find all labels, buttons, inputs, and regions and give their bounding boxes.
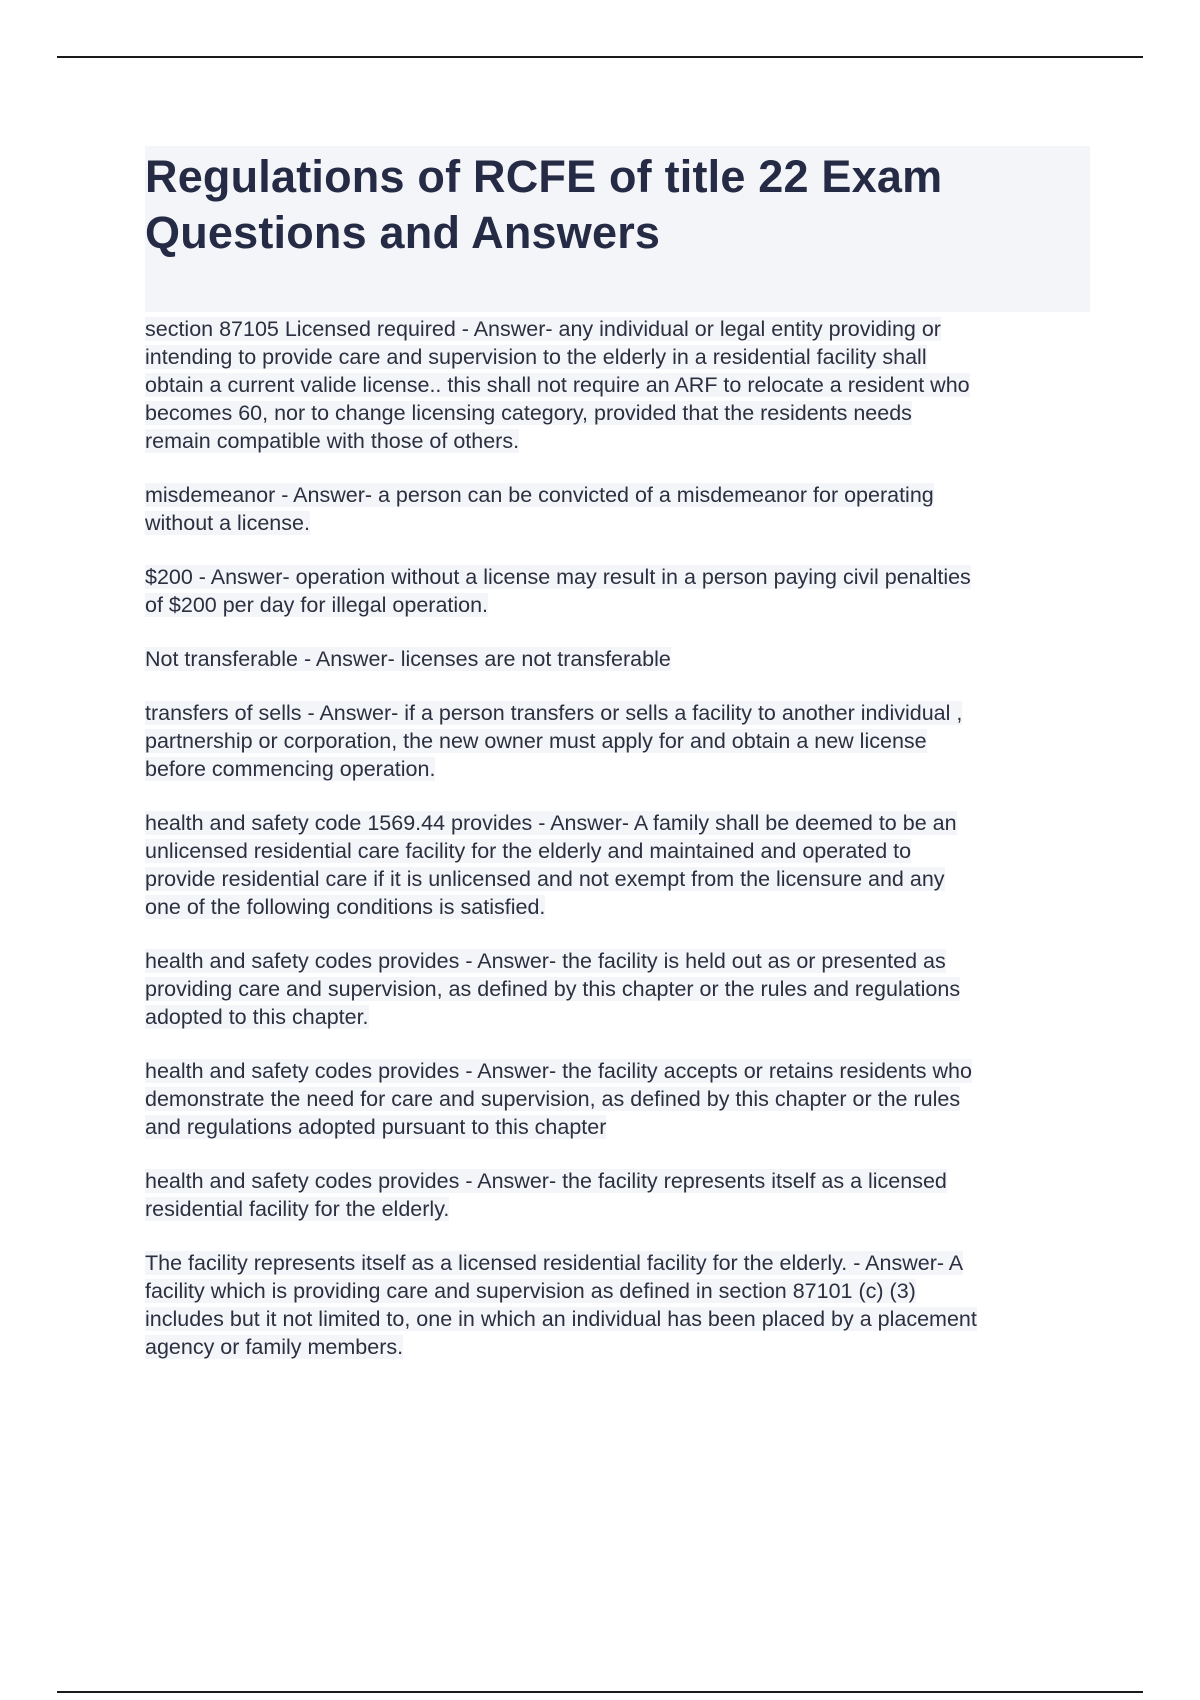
- qa-line: and regulations adopted pursuant to this chapter: [145, 1115, 607, 1139]
- qa-line: misdemeanor - Answer- a person can be convicted of a misdemeanor for operating: [145, 483, 934, 507]
- qa-line: one of the following conditions is satisfied.: [145, 895, 546, 919]
- qa-item: [145, 1057, 1090, 1141]
- qa-line: before commencing operation.: [145, 757, 436, 781]
- qa-line: health and safety codes provides - Answer- the facility accepts or retains residents who: [145, 1059, 972, 1083]
- top-rule: [57, 56, 1143, 58]
- qa-line: $200 - Answer- operation without a license may result in a person paying civil penalties: [145, 565, 971, 589]
- qa-line: The facility represents itself as a licensed residential facility for the elderly. - Answer- A: [145, 1251, 964, 1275]
- qa-line: agency or family members.: [145, 1335, 404, 1359]
- qa-item: [145, 699, 1090, 783]
- qa-line: Not transferable - Answer- licenses are not transferable: [145, 647, 671, 671]
- qa-line: remain compatible with those of others.: [145, 429, 520, 453]
- qa-line: of $200 per day for illegal operation.: [145, 593, 489, 617]
- page-content: [145, 146, 1090, 1387]
- qa-line: obtain a current valide license.. this shall not require an ARF to relocate a resident who: [145, 373, 970, 397]
- qa-item: [145, 315, 1090, 455]
- qa-line: health and safety codes provides - Answer- the facility is held out as or presented as: [145, 949, 946, 973]
- qa-line: health and safety code 1569.44 provides - Answer- A family shall be deemed to be an: [145, 811, 957, 835]
- title-line-2: Questions and Answers: [145, 207, 661, 258]
- qa-item: [145, 1249, 1090, 1361]
- qa-line: partnership or corporation, the new owner must apply for and obtain a new license: [145, 729, 927, 753]
- title-line-1: Regulations of RCFE of title 22 Exam: [145, 151, 943, 202]
- page-title: [145, 149, 1090, 261]
- title-block: [145, 146, 1090, 312]
- bottom-rule: [57, 1691, 1143, 1693]
- qa-line: transfers of sells - Answer- if a person transfers or sells a facility to another individual ,: [145, 701, 963, 725]
- qa-line: health and safety codes provides - Answer- the facility represents itself as a licensed: [145, 1169, 947, 1193]
- qa-line: residential facility for the elderly.: [145, 1197, 450, 1221]
- qa-item: [145, 809, 1090, 921]
- qa-item: [145, 481, 1090, 537]
- qa-item: [145, 563, 1090, 619]
- qa-line: becomes 60, nor to change licensing category, provided that the residents needs: [145, 401, 912, 425]
- qa-line: intending to provide care and supervision to the elderly in a residential facility shall: [145, 345, 927, 369]
- qa-item: [145, 947, 1090, 1031]
- qa-line: section 87105 Licensed required - Answer- any individual or legal entity providing or: [145, 317, 941, 341]
- qa-line: includes but it not limited to, one in which an individual has been placed by a placement: [145, 1307, 977, 1331]
- qa-line: facility which is providing care and supervision as defined in section 87101 (c) (3): [145, 1279, 916, 1303]
- qa-line: provide residential care if it is unlicensed and not exempt from the licensure and any: [145, 867, 945, 891]
- qa-line: without a license.: [145, 511, 310, 535]
- qa-line: demonstrate the need for care and supervision, as defined by this chapter or the rules: [145, 1087, 961, 1111]
- qa-item: [145, 1167, 1090, 1223]
- qa-line: providing care and supervision, as defined by this chapter or the rules and regulations: [145, 977, 961, 1001]
- qa-list: [145, 312, 1090, 1361]
- qa-line: adopted to this chapter.: [145, 1005, 369, 1029]
- qa-line: unlicensed residential care facility for the elderly and maintained and operated to: [145, 839, 912, 863]
- qa-item: [145, 645, 1090, 673]
